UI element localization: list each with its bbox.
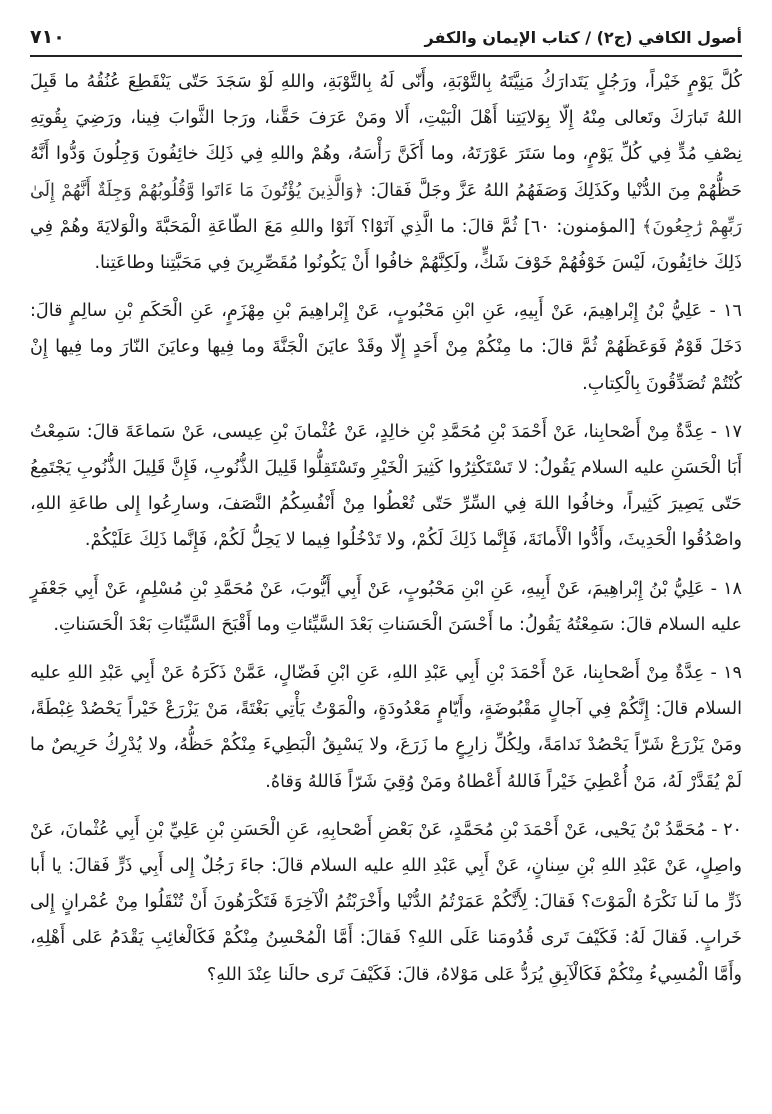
hadith-20: ٢٠ - مُحَمَّدُ بْنُ يَحْيى، عَنْ أَحْمَدَ بْنِ مُحَمَّدٍ، عَنْ بَعْضِ أَصْحابِهِ، عَنِ الْحَسَنِ بْنِ عَلِيِّ بْنِ أَبِي عُثْمانَ، عَنْ واصِلٍ، عَنْ عَبْدِ اللهِ بْنِ سِنانٍ، عَنْ أَبِي عَبْدِ اللهِ عليه السلام قالَ: جاءَ رَجُلٌ إِلى أَبِي ذَرٍّ فَقالَ: يا أَبا ذَرٍّ ما لَنا نَكْرَهُ الْمَوْتَ؟ فَقالَ: لِأَنَّكُمْ عَمَرْتُمُ الدُّنْيا وأَخْرَبْتُمُ الْآخِرَةَ فَتَكْرَهُونَ أَنْ تُنْقَلُوا مِنْ عُمْرانٍ إِلى خَرابٍ. فَقالَ لَهُ: فَكَيْفَ تَرى قُدُومَنا عَلَى اللهِ؟ فَقالَ: أَمَّا الْمُحْسِنُ مِنْكُمْ فَكَالْغائِبِ يَقْدَمُ عَلى أَهْلِهِ، وأَمَّا الْمُسِيءُ مِنْكُمْ فَكَالْآبِقِ يُرَدُّ عَلى مَوْلاهُ، قالَ: فَكَيْفَ تَرى حالَنا عِنْدَ اللهِ؟ bbox=[30, 819, 742, 985]
hadith-18: ١٨ - عَلِيُّ بْنُ إِبْراهِيمَ، عَنْ أَبِيهِ، عَنِ ابْنِ مَحْبُوبٍ، عَنْ أَبِي أَيُّوبَ، عَنْ مُحَمَّدِ بْنِ مُسْلِمٍ، عَنْ أَبِي جَعْفَرٍ عليه السلام قالَ: سَمِعْتُهُ يَقُولُ: ما أَحْسَنَ الْحَسَناتِ بَعْدَ السَّيِّئاتِ وما أَقْبَحَ السَّيِّئاتِ بَعْدَ الْحَسَناتِ. bbox=[30, 578, 742, 635]
page-number: ٧١٠ bbox=[30, 26, 65, 48]
paragraph-continuation bbox=[30, 64, 742, 281]
hadith-16: ١٦ - عَلِيُّ بْنُ إِبْراهِيمَ، عَنْ أَبِيهِ، عَنِ ابْنِ مَحْبُوبٍ، عَنْ إِبْراهِيمَ بْنِ مِهْزَمٍ، عَنِ الْحَكَمِ بْنِ سالِمٍ قالَ: دَخَلَ قَوْمٌ فَوَعَظَهُمْ ثُمَّ قالَ: ما مِنْكُمْ مِنْ أَحَدٍ إِلّا وقَدْ عايَنَ الْجَنَّةَ وما فِيها وعايَنَ النّارَ وما فِيها إِنْ كُنْتُمْ تُصَدِّقُونَ بِالْكِتابِ. bbox=[30, 301, 742, 394]
header-divider bbox=[30, 55, 742, 57]
page-body bbox=[30, 64, 742, 993]
running-header bbox=[30, 22, 742, 52]
quran-verse: ﴿وَالَّذِينَ يُؤْتُونَ مَا ءَاتَوا وَّقُلُوبُهُمْ وَجِلَةٌ أَنَّهُمْ إِلَىٰ رَبِّهِمْ رَٰجِعُونَ﴾ bbox=[30, 180, 743, 237]
paragraph-text: [المؤمنون: ٦٠] ثُمَّ قالَ: ما الَّذِي آتَوْا؟ آتَوْا واللهِ مَعَ الطّاعَةِ الْمَحَبَّةَ والْوَلايَةَ وهُمْ فِي ذَلِكَ خائِفُونَ، لَيْسَ خَوْفُهُمْ خَوْفَ شَكٍّ، ولَكِنَّهُمْ خافُوا أَنْ يَكُونُوا مُقَصِّرِينَ فِي مَحَبَّتِنا وطاعَتِنا. bbox=[30, 216, 742, 274]
hadith-17: ١٧ - عِدَّةٌ مِنْ أَصْحابِنا، عَنْ أَحْمَدَ بْنِ مُحَمَّدِ بْنِ خالِدٍ، عَنْ عُثْمانَ بْنِ عِيسى، عَنْ سَماعَةَ قالَ: سَمِعْتُ أَبَا الْحَسَنِ عليه السلام يَقُولُ: لا تَسْتَكْثِرُوا كَثِيرَ الْخَيْرِ وتَسْتَقِلُّوا قَلِيلَ الذُّنُوبِ، فَإِنَّ قَلِيلَ الذُّنُوبِ يَجْتَمِعُ حَتّى يَصِيرَ كَثِيراً، وخافُوا اللهَ فِي السِّرِّ حَتّى تُعْطُوا مِنْ أَنْفُسِكُمُ النَّصَفَ، وسارِعُوا إِلى طاعَةِ اللهِ، واصْدُقُوا الْحَدِيثَ، وأَدُّوا الْأَمانَةَ، فَإِنَّما ذَلِكَ لَكُمْ، ولا تَدْخُلُوا فِيما لا يَحِلُّ لَكُمْ، فَإِنَّما ذَلِكَ عَلَيْكُمْ. bbox=[30, 421, 742, 551]
book-title: أصول الكافي (ج٢) / كتاب الإيمان والكفر bbox=[424, 27, 742, 47]
paragraph-text: كُلَّ يَوْمٍ خَيْراً، ورَجُلٍ يَتَدارَكُ مَنِيَّتَهُ بِالتَّوْبَةِ، وأَنّى لَهُ بِالتَّوْبَةِ، واللهِ لَوْ سَجَدَ حَتّى يَنْقَطِعَ عُنُقُهُ ما قَبِلَ اللهُ تَبارَكَ وتَعالى مِنْهُ إِلّا بِوَلايَتِنا أَهْلَ الْبَيْتِ، أَلا ومَنْ عَرَفَ حَقَّنا، ورَجا الثَّوابَ فِينا، ورَضِيَ بِقُوتِهِ نِصْفِ مُدٍّ فِي كُلِّ يَوْمٍ، وما سَتَرَ عَوْرَتَهُ، وما أَكَنَّ رَأْسَهُ، وهُمْ واللهِ فِي ذَلِكَ خائِفُونَ وَجِلُونَ وَدُّوا أَنَّهُ حَظُّهُمْ مِنَ الدُّنْيا وكَذَلِكَ وَصَفَهُمُ اللهُ عَزَّ وجَلَّ فَقالَ: bbox=[30, 72, 742, 201]
hadith-19: ١٩ - عِدَّةٌ مِنْ أَصْحابِنا، عَنْ أَحْمَدَ بْنِ أَبِي عَبْدِ اللهِ، عَنِ ابْنِ فَضّالٍ، عَمَّنْ ذَكَرَهُ عَنْ أَبِي عَبْدِ اللهِ عليه السلام قالَ: إِنَّكُمْ فِي آجالٍ مَقْبُوضَةٍ، وأَيّامٍ مَعْدُودَةٍ، والْمَوْتُ يَأْتِي بَغْتَةً، مَنْ يَزْرَعْ خَيْراً يَحْصُدْ غِبْطَةً، ومَنْ يَزْرَعْ شَرّاً يَحْصُدْ نَدامَةً، ولِكُلِّ زارِعٍ ما زَرَعَ، ولا يَسْبِقُ الْبَطِيءَ مِنْكُمْ حَظُّهُ، ولا يُدْرِكُ حَرِيصٌ ما لَمْ يُقَدَّرْ لَهُ، مَنْ أُعْطِيَ خَيْراً فَاللهُ أَعْطاهُ ومَنْ وُقِيَ شَرّاً فَاللهُ وَقاهُ. bbox=[30, 663, 742, 792]
